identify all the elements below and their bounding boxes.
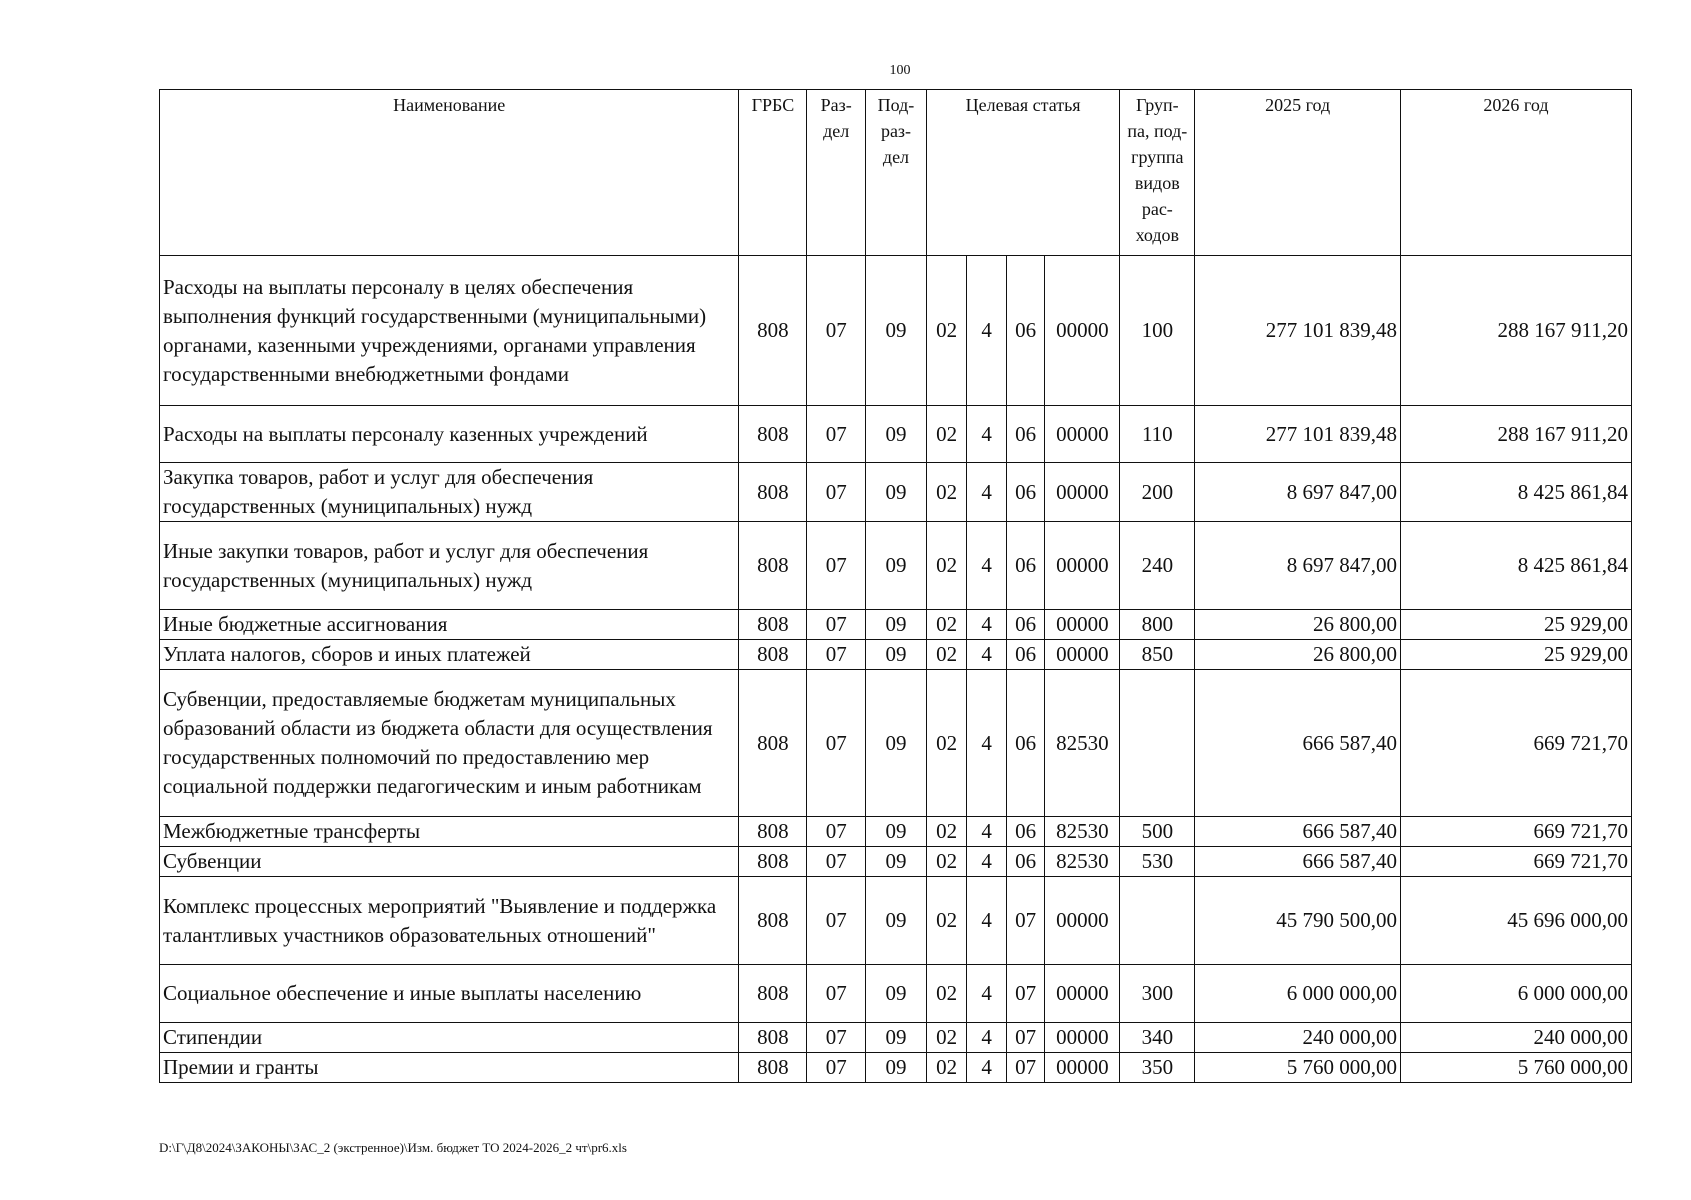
row-amount-2025: 5 760 000,00 — [1195, 1053, 1401, 1083]
row-name: Закупка товаров, работ и услуг для обеспечения государственных (муниципальных) нужд — [160, 463, 739, 522]
row-podrazdel: 09 — [866, 406, 927, 463]
row-name: Социальное обеспечение и иные выплаты населению — [160, 965, 739, 1023]
row-target-type: 4 — [967, 256, 1007, 406]
row-target-program: 02 — [926, 1053, 967, 1083]
row-target-direction: 00000 — [1045, 463, 1120, 522]
row-amount-2026: 8 425 861,84 — [1400, 463, 1631, 522]
row-target-type: 4 — [967, 463, 1007, 522]
header-row — [160, 90, 1632, 256]
row-razdel: 07 — [807, 847, 866, 877]
row-podrazdel: 09 — [866, 877, 927, 965]
row-target-complex: 06 — [1006, 610, 1044, 640]
row-target-type: 4 — [967, 610, 1007, 640]
row-target-program: 02 — [926, 406, 967, 463]
row-expense-group — [1120, 877, 1195, 965]
row-amount-2025: 45 790 500,00 — [1195, 877, 1401, 965]
header-group: Груп- па, под- группа видов рас- ходов — [1120, 90, 1195, 256]
row-podrazdel: 09 — [866, 670, 927, 817]
table-row — [160, 817, 1632, 847]
row-grbs: 808 — [739, 406, 807, 463]
row-grbs: 808 — [739, 463, 807, 522]
row-target-type: 4 — [967, 1053, 1007, 1083]
row-amount-2025: 240 000,00 — [1195, 1023, 1401, 1053]
row-amount-2025: 666 587,40 — [1195, 670, 1401, 817]
row-amount-2025: 277 101 839,48 — [1195, 256, 1401, 406]
row-razdel: 07 — [807, 610, 866, 640]
row-name: Иные бюджетные ассигнования — [160, 610, 739, 640]
row-target-type: 4 — [967, 670, 1007, 817]
row-amount-2026: 25 929,00 — [1400, 640, 1631, 670]
row-target-direction: 00000 — [1045, 640, 1120, 670]
row-podrazdel: 09 — [866, 463, 927, 522]
row-target-program: 02 — [926, 610, 967, 640]
row-amount-2026: 6 000 000,00 — [1400, 965, 1631, 1023]
row-target-direction: 82530 — [1045, 817, 1120, 847]
row-razdel: 07 — [807, 877, 866, 965]
row-target-complex: 07 — [1006, 1053, 1044, 1083]
row-amount-2026: 45 696 000,00 — [1400, 877, 1631, 965]
row-expense-group — [1120, 670, 1195, 817]
table-row — [160, 463, 1632, 522]
row-name: Иные закупки товаров, работ и услуг для обеспечения государственных (муниципальных) нужд — [160, 522, 739, 610]
budget-table — [159, 89, 1632, 1083]
row-grbs: 808 — [739, 965, 807, 1023]
row-razdel: 07 — [807, 256, 866, 406]
row-razdel: 07 — [807, 670, 866, 817]
row-target-type: 4 — [967, 1023, 1007, 1053]
row-expense-group: 110 — [1120, 406, 1195, 463]
row-podrazdel: 09 — [866, 1053, 927, 1083]
header-2026: 2026 год — [1400, 90, 1631, 256]
table-row — [160, 1053, 1632, 1083]
table-row — [160, 256, 1632, 406]
table-row — [160, 406, 1632, 463]
row-target-complex: 06 — [1006, 463, 1044, 522]
row-amount-2025: 666 587,40 — [1195, 847, 1401, 877]
row-amount-2026: 25 929,00 — [1400, 610, 1631, 640]
row-expense-group: 500 — [1120, 817, 1195, 847]
header-razdel: Раз- дел — [807, 90, 866, 256]
page-number: 100 — [889, 63, 911, 78]
row-amount-2025: 8 697 847,00 — [1195, 522, 1401, 610]
row-target-program: 02 — [926, 463, 967, 522]
row-name: Комплекс процессных мероприятий "Выявление и поддержка талантливых участников образовательных отношений" — [160, 877, 739, 965]
row-target-direction: 00000 — [1045, 610, 1120, 640]
row-grbs: 808 — [739, 847, 807, 877]
row-target-type: 4 — [967, 847, 1007, 877]
row-expense-group: 530 — [1120, 847, 1195, 877]
row-grbs: 808 — [739, 256, 807, 406]
row-name: Субвенции, предоставляемые бюджетам муниципальных образований области из бюджета области для осуществления государственных полномочий по предоставлению мер социальной поддержки педагогическим и иным работникам — [160, 670, 739, 817]
row-amount-2025: 666 587,40 — [1195, 817, 1401, 847]
row-target-direction: 00000 — [1045, 406, 1120, 463]
row-razdel: 07 — [807, 1023, 866, 1053]
row-expense-group: 240 — [1120, 522, 1195, 610]
row-razdel: 07 — [807, 463, 866, 522]
row-expense-group: 800 — [1120, 610, 1195, 640]
row-target-direction: 82530 — [1045, 670, 1120, 817]
row-target-program: 02 — [926, 847, 967, 877]
row-target-type: 4 — [967, 877, 1007, 965]
file-path: D:\Г\Д8\2024\ЗАКОНЫ\ЗАС_2 (экстренное)\Изм. бюджет ТО 2024-2026_2 чт\pr6.xls — [159, 1140, 627, 1155]
table-row — [160, 610, 1632, 640]
row-amount-2026: 5 760 000,00 — [1400, 1053, 1631, 1083]
table-row — [160, 522, 1632, 610]
row-amount-2025: 6 000 000,00 — [1195, 965, 1401, 1023]
row-target-complex: 07 — [1006, 1023, 1044, 1053]
row-target-type: 4 — [967, 817, 1007, 847]
row-amount-2025: 8 697 847,00 — [1195, 463, 1401, 522]
row-target-complex: 06 — [1006, 670, 1044, 817]
table-row — [160, 670, 1632, 817]
row-target-program: 02 — [926, 522, 967, 610]
row-target-type: 4 — [967, 640, 1007, 670]
row-razdel: 07 — [807, 817, 866, 847]
row-expense-group: 350 — [1120, 1053, 1195, 1083]
row-target-program: 02 — [926, 670, 967, 817]
row-grbs: 808 — [739, 640, 807, 670]
row-amount-2025: 26 800,00 — [1195, 610, 1401, 640]
row-amount-2026: 288 167 911,20 — [1400, 406, 1631, 463]
row-amount-2026: 669 721,70 — [1400, 847, 1631, 877]
row-name: Субвенции — [160, 847, 739, 877]
row-expense-group: 300 — [1120, 965, 1195, 1023]
table-row — [160, 640, 1632, 670]
row-amount-2026: 288 167 911,20 — [1400, 256, 1631, 406]
row-target-program: 02 — [926, 965, 967, 1023]
row-target-complex: 06 — [1006, 817, 1044, 847]
row-podrazdel: 09 — [866, 965, 927, 1023]
row-target-complex: 06 — [1006, 640, 1044, 670]
row-amount-2026: 8 425 861,84 — [1400, 522, 1631, 610]
row-grbs: 808 — [739, 610, 807, 640]
row-razdel: 07 — [807, 522, 866, 610]
row-target-program: 02 — [926, 1023, 967, 1053]
table-row — [160, 965, 1632, 1023]
row-target-type: 4 — [967, 965, 1007, 1023]
row-target-direction: 00000 — [1045, 522, 1120, 610]
row-name: Уплата налогов, сборов и иных платежей — [160, 640, 739, 670]
row-grbs: 808 — [739, 877, 807, 965]
row-target-program: 02 — [926, 640, 967, 670]
row-target-direction: 00000 — [1045, 1023, 1120, 1053]
row-name: Межбюджетные трансферты — [160, 817, 739, 847]
row-name: Расходы на выплаты персоналу казенных учреждений — [160, 406, 739, 463]
row-amount-2026: 669 721,70 — [1400, 670, 1631, 817]
header-name: Наименование — [160, 90, 739, 256]
table-row — [160, 1023, 1632, 1053]
row-target-direction: 00000 — [1045, 1053, 1120, 1083]
row-target-complex: 06 — [1006, 406, 1044, 463]
row-name: Расходы на выплаты персоналу в целях обеспечения выполнения функций государственными (муниципальными) органами, казенными учреждениями, органами управления государственными внебюджетными фондами — [160, 256, 739, 406]
row-target-program: 02 — [926, 877, 967, 965]
row-grbs: 808 — [739, 1053, 807, 1083]
row-target-complex: 07 — [1006, 877, 1044, 965]
header-podrazdel: Под- раз- дел — [866, 90, 927, 256]
row-grbs: 808 — [739, 1023, 807, 1053]
row-target-type: 4 — [967, 522, 1007, 610]
row-amount-2026: 669 721,70 — [1400, 817, 1631, 847]
row-target-complex: 06 — [1006, 522, 1044, 610]
row-amount-2025: 26 800,00 — [1195, 640, 1401, 670]
row-podrazdel: 09 — [866, 256, 927, 406]
row-grbs: 808 — [739, 817, 807, 847]
row-grbs: 808 — [739, 670, 807, 817]
row-target-program: 02 — [926, 256, 967, 406]
row-podrazdel: 09 — [866, 1023, 927, 1053]
table-row — [160, 847, 1632, 877]
table-row — [160, 877, 1632, 965]
row-razdel: 07 — [807, 1053, 866, 1083]
row-expense-group: 200 — [1120, 463, 1195, 522]
row-razdel: 07 — [807, 965, 866, 1023]
row-target-direction: 82530 — [1045, 847, 1120, 877]
row-podrazdel: 09 — [866, 640, 927, 670]
row-amount-2026: 240 000,00 — [1400, 1023, 1631, 1053]
row-target-complex: 07 — [1006, 965, 1044, 1023]
row-target-direction: 00000 — [1045, 877, 1120, 965]
row-podrazdel: 09 — [866, 522, 927, 610]
row-name: Премии и гранты — [160, 1053, 739, 1083]
row-expense-group: 850 — [1120, 640, 1195, 670]
row-target-program: 02 — [926, 817, 967, 847]
row-razdel: 07 — [807, 406, 866, 463]
row-target-direction: 00000 — [1045, 256, 1120, 406]
row-razdel: 07 — [807, 640, 866, 670]
row-podrazdel: 09 — [866, 847, 927, 877]
header-grbs: ГРБС — [739, 90, 807, 256]
row-grbs: 808 — [739, 522, 807, 610]
header-target: Целевая статья — [926, 90, 1119, 256]
row-target-complex: 06 — [1006, 256, 1044, 406]
row-podrazdel: 09 — [866, 610, 927, 640]
row-podrazdel: 09 — [866, 817, 927, 847]
row-target-direction: 00000 — [1045, 965, 1120, 1023]
row-amount-2025: 277 101 839,48 — [1195, 406, 1401, 463]
row-expense-group: 340 — [1120, 1023, 1195, 1053]
row-target-complex: 06 — [1006, 847, 1044, 877]
row-target-type: 4 — [967, 406, 1007, 463]
row-expense-group: 100 — [1120, 256, 1195, 406]
header-2025: 2025 год — [1195, 90, 1401, 256]
row-name: Стипендии — [160, 1023, 739, 1053]
